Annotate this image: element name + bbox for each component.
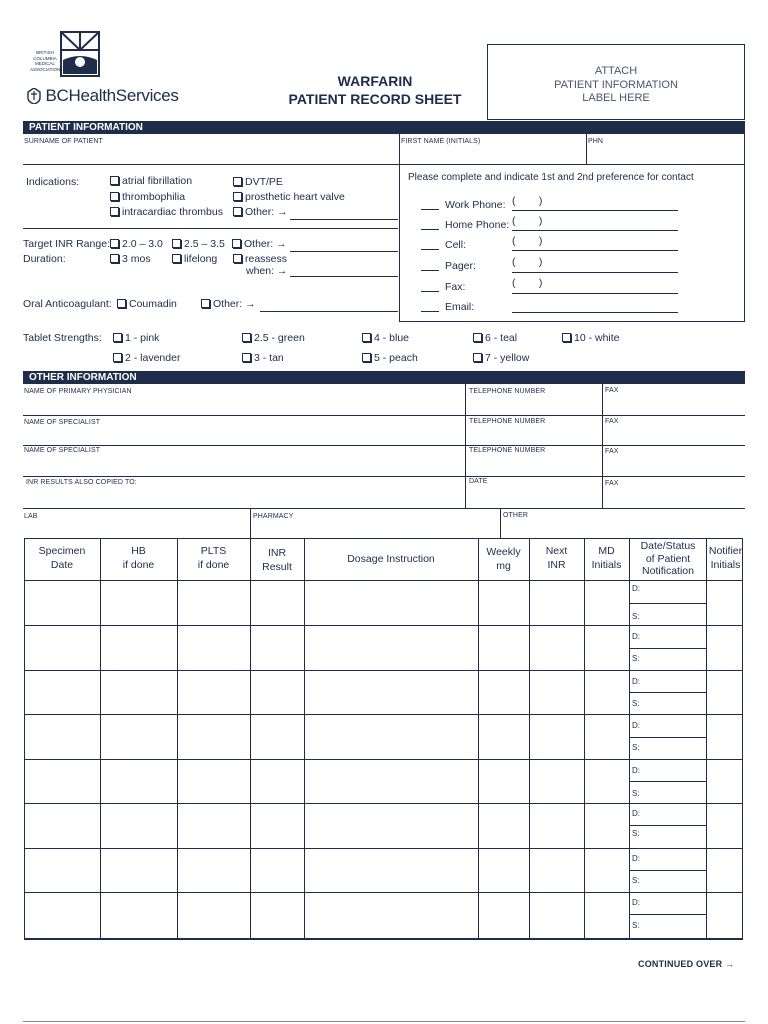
- indication-other[interactable]: Other: →: [233, 206, 288, 218]
- home-phone-paren: ( ): [512, 215, 543, 227]
- notification-date-label: D:: [632, 898, 640, 907]
- tablet-7-yellow[interactable]: 7 - yellow: [473, 352, 529, 364]
- brand-name: BCHealthServices: [45, 86, 179, 105]
- header-dosage-instruction: Dosage Instruction: [347, 553, 435, 565]
- checkbox-icon: [242, 353, 251, 362]
- checkbox-icon: [232, 239, 241, 248]
- notification-date-label: D:: [632, 854, 640, 863]
- indication-thrombophilia[interactable]: thrombophilia: [110, 191, 185, 203]
- telephone-label: TELEPHONE NUMBER: [469, 388, 546, 395]
- header-plts: PLTS if done: [197, 545, 230, 571]
- other-information-bar: OTHER INFORMATION: [23, 371, 745, 384]
- checkbox-icon: [362, 333, 371, 342]
- attach-line-3: LABEL HERE: [582, 92, 650, 104]
- surname-label: SURNAME OF PATIENT: [24, 138, 103, 145]
- header-weekly-mg: Weekly mg: [486, 546, 521, 572]
- header-notifier-initials: Notifier Initials: [708, 545, 743, 571]
- checkbox-icon: [172, 254, 181, 263]
- notification-status-label: S:: [632, 876, 640, 885]
- phn-label: PHN: [588, 138, 604, 145]
- header-hb: HB if done: [122, 545, 155, 571]
- phn-field[interactable]: [587, 146, 743, 163]
- notification-status-label: S:: [632, 921, 640, 930]
- tablet-5-peach[interactable]: 5 - peach: [362, 352, 418, 364]
- target-inr-2-3[interactable]: 2.0 – 3.0: [110, 238, 163, 250]
- notification-status-label: S:: [632, 789, 640, 798]
- checkbox-icon: [242, 333, 251, 342]
- notification-date-label: D:: [632, 766, 640, 775]
- preference-blank[interactable]: [421, 270, 439, 271]
- fax-label: FAX: [605, 480, 619, 487]
- contact-row[interactable]: Fax:: [421, 277, 465, 295]
- checkbox-icon: [110, 176, 119, 185]
- surname-field[interactable]: [23, 146, 398, 163]
- checkbox-icon: [110, 239, 119, 248]
- notification-date-label: D:: [632, 809, 640, 818]
- checkbox-icon: [117, 299, 126, 308]
- attach-label-box[interactable]: [487, 44, 745, 120]
- title-line-2: PATIENT RECORD SHEET: [288, 91, 462, 107]
- indication-intracardiac-thrombus[interactable]: intracardiac thrombus: [110, 206, 223, 218]
- checkbox-icon: [233, 254, 242, 263]
- firstname-field[interactable]: [400, 146, 585, 163]
- inr-copied-label: INR RESULTS ALSO COPIED TO:: [26, 479, 137, 486]
- fax-label: FAX: [605, 387, 619, 394]
- checkbox-icon: [113, 333, 122, 342]
- tablet-4-blue[interactable]: 4 - blue: [362, 332, 409, 344]
- header-inr-result: INR Result: [262, 547, 292, 573]
- patient-information-bar: PATIENT INFORMATION: [23, 121, 745, 134]
- header-next-inr: Next INR: [545, 545, 568, 571]
- contact-row[interactable]: Email:: [421, 297, 474, 315]
- checkbox-icon: [110, 192, 119, 201]
- notification-status-label: S:: [632, 654, 640, 663]
- contact-row[interactable]: Home Phone:: [421, 215, 509, 233]
- target-inr-2-5-3-5[interactable]: 2.5 – 3.5: [172, 238, 225, 250]
- reassess-when-label: when: →: [246, 265, 288, 277]
- bchealthservices-logo: [27, 86, 179, 106]
- checkbox-icon: [233, 192, 242, 201]
- tablet-strengths-label: Tablet Strengths:: [23, 332, 102, 344]
- notification-status-label: S:: [632, 612, 640, 621]
- contact-row[interactable]: Work Phone:: [421, 195, 506, 213]
- checkbox-icon: [562, 333, 571, 342]
- notification-status-label: S:: [632, 699, 640, 708]
- oral-other[interactable]: Other: →: [201, 298, 256, 310]
- checkbox-icon: [110, 207, 119, 216]
- crest-icon: [27, 88, 41, 104]
- attach-line-1: ATTACH: [594, 65, 638, 77]
- page-title: [270, 72, 480, 108]
- notification-date-label: D:: [632, 721, 640, 730]
- header-md-initials: MD Initials: [591, 545, 622, 571]
- specialist-label: NAME OF SPECIALIST: [24, 419, 101, 426]
- primary-physician-label: NAME OF PRIMARY PHYSICIAN: [24, 388, 132, 395]
- continued-over: CONTINUED OVER →: [638, 959, 735, 969]
- preference-blank[interactable]: [421, 249, 439, 250]
- attach-line-2: PATIENT INFORMATION: [554, 78, 678, 91]
- tablet-1-pink[interactable]: 1 - pink: [113, 332, 159, 344]
- checkbox-icon: [201, 299, 210, 308]
- notification-date-label: D:: [632, 632, 640, 641]
- checkbox-icon: [473, 353, 482, 362]
- contact-intro: Please complete and indicate 1st and 2nd preference for contact: [408, 172, 694, 183]
- telephone-label: TELEPHONE NUMBER: [469, 447, 546, 454]
- telephone-label: TELEPHONE NUMBER: [469, 418, 546, 425]
- fax-paren: ( ): [512, 277, 543, 289]
- header-date-status: Date/Status of Patient Notification: [640, 540, 696, 577]
- oral-anticoagulant-label: Oral Anticoagulant:: [23, 298, 112, 310]
- checkbox-icon: [113, 353, 122, 362]
- tablet-2-5-green[interactable]: 2.5 - green: [242, 332, 305, 344]
- title-line-1: WARFARIN: [337, 73, 413, 89]
- checkbox-icon: [473, 333, 482, 342]
- notification-status-label: S:: [632, 829, 640, 838]
- contact-row[interactable]: Pager:: [421, 256, 476, 274]
- target-inr-other[interactable]: Other: →: [232, 238, 287, 250]
- date-label: DATE: [469, 478, 488, 485]
- duration-label: Duration:: [23, 253, 66, 265]
- checkbox-icon: [172, 239, 181, 248]
- preference-blank[interactable]: [421, 209, 439, 210]
- tablet-6-teal[interactable]: 6 - teal: [473, 332, 517, 344]
- tablet-2-lavender[interactable]: 2 - lavender: [113, 352, 180, 364]
- lab-label: LAB: [24, 513, 38, 520]
- association-text: BRITISH COLUMBIA MEDICAL ASSOCIATION: [30, 50, 61, 72]
- cell-paren: ( ): [512, 235, 543, 247]
- checkbox-icon: [233, 207, 242, 216]
- duration-reassess[interactable]: reassess: [233, 253, 287, 265]
- indications-label: Indications:: [26, 176, 80, 188]
- duration-3-mos[interactable]: 3 mos: [110, 253, 151, 265]
- checkbox-icon: [233, 177, 242, 186]
- preference-blank[interactable]: [421, 291, 439, 292]
- tablet-10-white[interactable]: 10 - white: [562, 332, 620, 344]
- notification-date-label: D:: [632, 677, 640, 686]
- fax-label: FAX: [605, 448, 619, 455]
- indication-dvt-pe[interactable]: DVT/PE: [233, 176, 283, 188]
- target-inr-label: Target INR Range:: [23, 238, 110, 250]
- checkbox-icon: [362, 353, 371, 362]
- oral-coumadin[interactable]: Coumadin: [117, 298, 177, 310]
- firstname-label: FIRST NAME (INITIALS): [401, 138, 481, 145]
- notification-status-label: S:: [632, 743, 640, 752]
- duration-lifelong[interactable]: lifelong: [172, 253, 217, 265]
- preference-blank[interactable]: [421, 229, 439, 230]
- indication-atrial-fibrillation[interactable]: atrial fibrillation: [110, 175, 192, 187]
- header-specimen-date: Specimen Date: [38, 545, 86, 571]
- notification-date-label: D:: [632, 584, 640, 593]
- specialist-label: NAME OF SPECIALIST: [24, 447, 101, 454]
- tablet-3-tan[interactable]: 3 - tan: [242, 352, 284, 364]
- bcma-logo: [30, 30, 102, 80]
- pager-paren: ( ): [512, 256, 543, 268]
- contact-row[interactable]: Cell:: [421, 235, 466, 253]
- preference-blank[interactable]: [421, 311, 439, 312]
- work-phone-paren: ( ): [512, 195, 543, 207]
- pharmacy-label: PHARMACY: [253, 513, 294, 520]
- checkbox-icon: [110, 254, 119, 263]
- other-label: OTHER: [503, 512, 528, 519]
- fax-label: FAX: [605, 418, 619, 425]
- indication-prosthetic-valve[interactable]: prosthetic heart valve: [233, 191, 345, 203]
